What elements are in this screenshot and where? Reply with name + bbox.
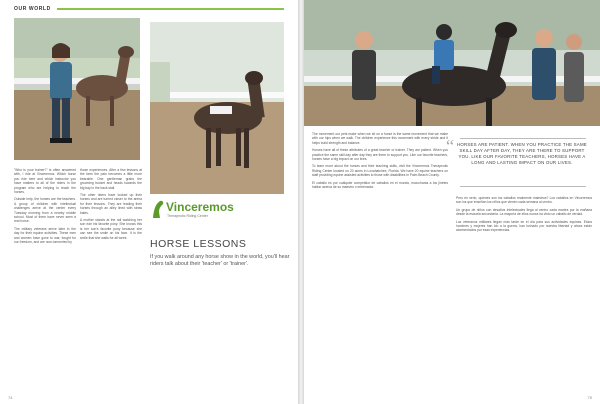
photo-child-riding-horse: [304, 0, 600, 126]
paragraph: A mother stands at the rail watching her son ride his favorite pony. She knows this is her son's favorite pony because she can see the smile on his face. It is the smile that she waits for all week.: [80, 218, 142, 240]
paragraph: Un grupo de niños con desafíos intelectuales llega al centro cada martes por la mañana desde la escuela secundaria. La mayoría de ellos nunca ha visto un caballo de verdad.: [456, 207, 592, 217]
quote-mark-icon: “: [446, 136, 454, 156]
horse-logo-icon: [150, 198, 166, 220]
vinceremos-logo: [150, 198, 250, 222]
photo-woman-with-horse: [14, 18, 140, 160]
section-label: OUR WORLD: [14, 6, 51, 12]
logo-name: Vinceremos: [166, 200, 234, 214]
paragraph: Los veteranos militares llegan más tarde en el día para sus actividades equinas. Estos hombres y mujeres han ido a la guerra, han luchado por nuestra libertad y ahora están atormentados por esas experiencias.: [456, 219, 592, 233]
page-number-left: 74: [8, 395, 13, 400]
paragraph: The military veterans arrive later in the day for their equine activities. These men and women have gone to war, fought for our freedom, and are now tormented by: [14, 226, 76, 245]
paragraph: El caballo es por cualquier competidor de caballos en el mundo, escucharas a los jinetes hablar acerca de su maestro o entrenador.: [312, 180, 448, 190]
pull-quote-rule-top: [460, 138, 586, 139]
pull-quote: [446, 136, 588, 166]
left-page: [0, 0, 298, 404]
page-number-right: 75: [587, 395, 592, 400]
paragraph: To learn more about the horses and their teaching skills, visit the Vinceremos Therapeutic Riding Center located on 20 acres in Loxahatchee, Florida. We have 20 equine teachers on staff providing equine assisted activities to those with disabilities in Palm Beach County.: [312, 164, 448, 178]
right-page: [304, 0, 600, 404]
left-body-column-2: [80, 168, 142, 393]
paragraph: those experiences. After a few lessons at the farm the pain becomes a little more bearable. One gentleman grabs the grooming bucket and heads towards the big bay in the back stall.: [80, 168, 142, 190]
header-rule: [57, 8, 284, 10]
right-body-column-1: [312, 132, 448, 394]
paragraph: Pero en serio, quienes son los caballos realmente maestros? Los caballos en Vinceremos son los que enseñan los niños que vienen cada semana al centro.: [456, 196, 592, 205]
article-headline: HORSE LESSONS: [150, 238, 247, 250]
right-body-column-2: [456, 196, 592, 394]
pull-quote-rule-bottom: [460, 186, 586, 187]
left-body-column-1: [14, 168, 76, 393]
paragraph: Horses have all of these attributes of a great teacher or trainer. They are patient. When you practice the same skill day after day they are there to support you. Like our favorite teachers, horses have a big impact on our lives.: [312, 148, 448, 162]
logo-tagline: Therapeutic Riding Center: [167, 214, 208, 218]
article-standfirst: If you walk around any horse show in the world, you'll hear riders talk about their 'teacher' or 'trainer'.: [150, 254, 290, 267]
pull-quote-text: HORSES ARE PATIENT. WHEN YOU PRACTICE THE SAME SKILL DAY AFTER DAY, THEY ARE THERE TO SUPPORT YOU. LIKE OUR FAVORITE TEACHERS, HORSES HAVE A LONG AND LASTING IMPACT ON OUR LIVES.: [457, 142, 587, 165]
paragraph: The other riders have looked up their horses and are turned closer to the arena for their lessons. They are leading their horses through an alley lined with straw bales.: [80, 193, 142, 215]
paragraph: The movement our pets make when we sit on a horse is the same movement that we make with our hips when we walk. The children experience this movement with every stride and it helps build strength and balance.: [312, 132, 448, 145]
paragraph: "Who is your trainer?" is often answered with, I ride at Vinceremos. Which horse you ride here and which instructor you have matters to all of the riders in the program who are helping to teach the horses.: [14, 168, 76, 195]
section-header: [14, 5, 284, 13]
paragraph: Outside help, the horses are the teachers. A group of children with intellectual challenges arrive at the center every Tuesday morning from a nearby middle school. Most of them have never seen a real horse.: [14, 197, 76, 224]
photo-horse-arena: [150, 22, 284, 194]
